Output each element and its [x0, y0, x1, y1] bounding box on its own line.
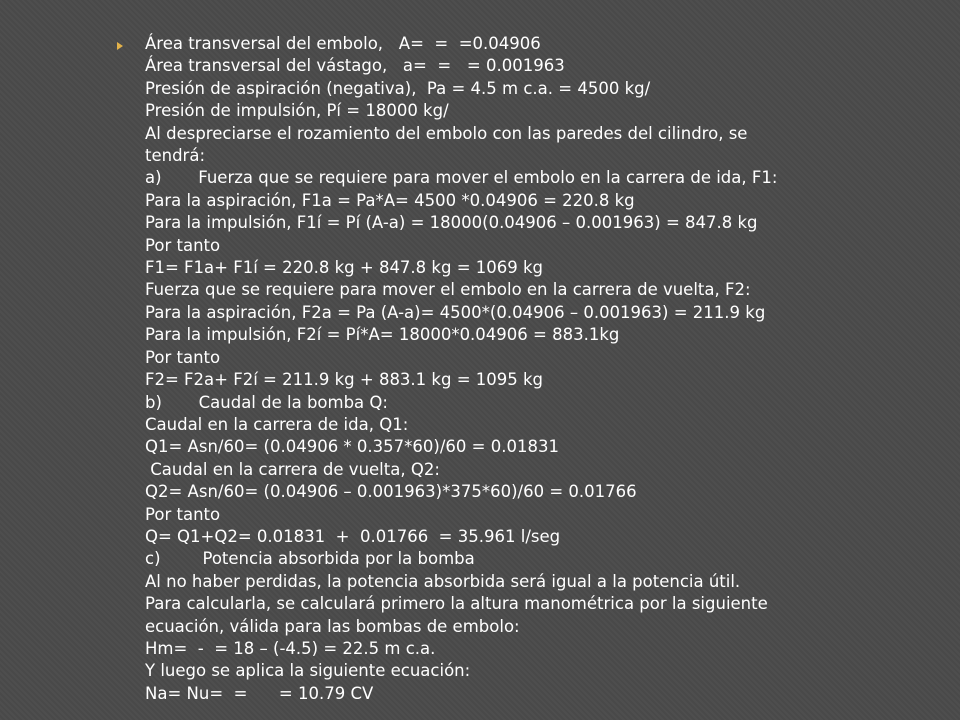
- text-line: Q2= Asn/60= (0.04906 – 0.001963)*375*60)/60 = 0.01766: [145, 482, 637, 502]
- text-line: Presión de impulsión, Pí = 18000 kg/: [145, 101, 449, 121]
- text-line: c) Potencia absorbida por la bomba: [145, 549, 475, 569]
- text-line: Q1= Asn/60= (0.04906 * 0.357*60)/60 = 0.01831: [145, 437, 559, 457]
- text-line: Q= Q1+Q2= 0.01831 + 0.01766 = 35.961 l/seg: [145, 526, 561, 546]
- text-line: Y luego se aplica la siguiente ecuación:: [145, 661, 471, 681]
- text-line: F1= F1a+ F1í = 220.8 kg + 847.8 kg = 1069 kg: [145, 258, 544, 278]
- text-line: b) Caudal de la bomba Q:: [145, 392, 388, 412]
- text-line: Para la impulsión, F1í = Pí (A-a) = 18000(0.04906 – 0.001963) = 847.8 kg: [145, 213, 758, 233]
- text-line: Para la aspiración, F2a = Pa (A-a)= 4500*(0.04906 – 0.001963) = 211.9 kg: [145, 302, 766, 322]
- text-line: a) Fuerza que se requiere para mover el embolo en la carrera de ida, F1:: [145, 168, 778, 188]
- text-line: Presión de aspiración (negativa), Pa = 4.5 m c.a. = 4500 kg/: [145, 78, 651, 98]
- text-line: Área transversal del embolo, A= = =0.04906: [145, 34, 541, 53]
- slide-body: [145, 33, 945, 705]
- text-line: Na= Nu= = = 10.79 CV: [145, 683, 374, 703]
- text-line: Por tanto: [145, 347, 221, 367]
- text-line: Fuerza que se requiere para mover el embolo en la carrera de vuelta, F2:: [145, 280, 751, 300]
- text-line: Por tanto: [145, 504, 221, 524]
- text-line: Para la aspiración, F1a = Pa*A= 4500 *0.04906 = 220.8 kg: [145, 190, 635, 210]
- text-line: Al despreciarse el rozamiento del embolo con las paredes del cilindro, se: [145, 123, 748, 143]
- text-line: F2= F2a+ F2í = 211.9 kg + 883.1 kg = 1095 kg: [145, 370, 544, 390]
- text-line: Para la impulsión, F2í = Pí*A= 18000*0.04906 = 883.1kg: [145, 325, 620, 345]
- text-line: Para calcularla, se calculará primero la altura manométrica por la siguiente: [145, 594, 768, 614]
- text-line: Caudal en la carrera de vuelta, Q2:: [145, 459, 440, 479]
- text-line: Por tanto: [145, 235, 221, 255]
- text-line: Al no haber perdidas, la potencia absorbida será igual a la potencia útil.: [145, 571, 741, 591]
- text-line: Área transversal del vástago, a= = = 0.001963: [145, 56, 565, 76]
- text-line: Hm= - = 18 – (-4.5) = 22.5 m c.a.: [145, 638, 436, 658]
- text-line: Caudal en la carrera de ida, Q1:: [145, 414, 409, 434]
- bullet-arrow-icon: [117, 42, 123, 50]
- text-line: tendrá:: [145, 146, 206, 166]
- text-line: ecuación, válida para las bombas de embolo:: [145, 616, 520, 636]
